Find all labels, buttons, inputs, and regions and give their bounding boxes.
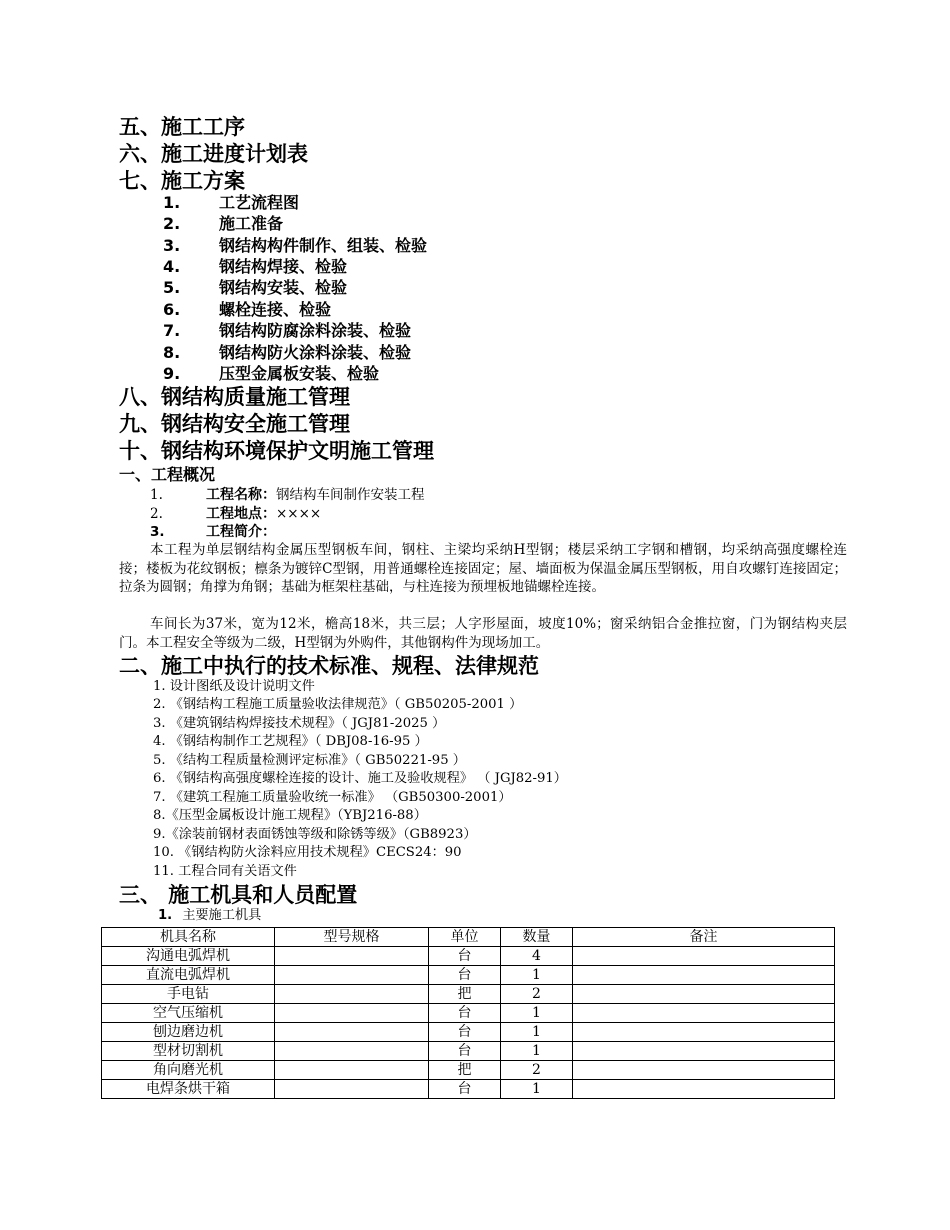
- equipment-heading: 三、 施工机具和人员配置: [119, 883, 358, 907]
- toc-subitem-number: 5.: [163, 278, 181, 297]
- column-header: 单位: [429, 928, 501, 947]
- table-cell: [573, 966, 835, 985]
- table-cell: 手电钻: [102, 985, 275, 1004]
- standards-item: 2. 《钢结构工程施工质量验收法律规范》（ GB50205-2001 ）: [153, 697, 523, 712]
- table-cell: 台: [429, 1023, 501, 1042]
- table-cell: 型材切割机: [102, 1042, 275, 1061]
- toc-section-6: 六、施工进度计划表: [119, 142, 308, 166]
- column-header: 数量: [501, 928, 573, 947]
- toc-subitem-number: 3.: [163, 236, 181, 255]
- table-cell: 把: [429, 985, 501, 1004]
- table-row: [102, 1004, 835, 1023]
- toc-section-8: 八、钢结构质量施工管理: [119, 385, 350, 409]
- table-cell: 角向磨光机: [102, 1061, 275, 1080]
- table-cell: [573, 1042, 835, 1061]
- toc-subitem: [163, 299, 331, 320]
- toc-subitem-number: 1.: [163, 193, 181, 212]
- table-cell: 把: [429, 1061, 501, 1080]
- table-cell: 台: [429, 1042, 501, 1061]
- table-cell: 1: [501, 1004, 573, 1023]
- table-cell: [573, 1023, 835, 1042]
- toc-subitem-number: 4.: [163, 257, 181, 276]
- table-row: [102, 1042, 835, 1061]
- table-cell: 空气压缩机: [102, 1004, 275, 1023]
- standards-item: 7. 《建筑工程施工质量验收统一标准》 （GB50300-2001）: [153, 790, 512, 805]
- table-header-row: [102, 928, 835, 947]
- standards-item: 9.《涂装前钢材表面锈蚀等级和除锈等级》（GB8923）: [153, 827, 477, 842]
- overview-item-label: 工程地点：: [206, 506, 276, 522]
- toc-subitem-label: 钢结构安装、检验: [219, 278, 348, 297]
- table-cell: 直流电弧焊机: [102, 966, 275, 985]
- column-header: 机具名称: [102, 928, 275, 947]
- overview-item: [150, 523, 276, 541]
- table-cell: [573, 1080, 835, 1099]
- standards-item: 4. 《钢结构制作工艺规程》（ DBJ08-16-95 ）: [153, 734, 428, 749]
- overview-item-number: 2.: [150, 506, 163, 522]
- table-cell: 电焊条烘干箱: [102, 1080, 275, 1099]
- toc-section-10: 十、钢结构环境保护文明施工管理: [119, 439, 434, 463]
- table-cell: [275, 1023, 429, 1042]
- table-cell: 1: [501, 1042, 573, 1061]
- column-header: 备注: [573, 928, 835, 947]
- standards-heading: 二、施工中执行的技术标准、规程、法律规范: [119, 654, 539, 678]
- toc-subitem-number: 2.: [163, 214, 181, 233]
- toc-subitem: [163, 277, 347, 298]
- toc-subitem-label: 工艺流程图: [219, 193, 300, 212]
- standards-item: 1. 设计图纸及设计说明文件: [153, 679, 315, 694]
- table-row: [102, 1080, 835, 1099]
- toc-section-7: 七、施工方案: [119, 169, 245, 193]
- equipment-subheading: [158, 907, 261, 926]
- overview-paragraph-2: 车间长为37米，宽为12米，檐高18米，共三层；人字形屋面，坡度10%；窗采纳铝合金推拉窗，门为钢结构夹层门。本工程安全等级为二级，H型钢为外购件，其他钢构件为现场加工。: [119, 616, 847, 651]
- toc-subitem: [163, 213, 283, 234]
- table-cell: 刨边磨边机: [102, 1023, 275, 1042]
- toc-subitem-number: 6.: [163, 300, 181, 319]
- toc-subitem: [163, 235, 427, 256]
- standards-item: 6. 《钢结构高强度螺栓连接的设计、施工及验收规程》 （ JGJ82-91）: [153, 771, 567, 786]
- table-cell: 台: [429, 947, 501, 966]
- table-cell: [275, 1004, 429, 1023]
- overview-item-value: ××××: [276, 506, 322, 522]
- column-header: 型号规格: [275, 928, 429, 947]
- standards-item: 8.《压型金属板设计施工规程》（YBJ216-88）: [153, 808, 427, 823]
- table-row: [102, 947, 835, 966]
- standards-item: 5. 《结构工程质量检测评定标准》（ GB50221-95 ）: [153, 753, 466, 768]
- table-cell: 1: [501, 966, 573, 985]
- table-row: [102, 985, 835, 1004]
- toc-subitem-number: 7.: [163, 321, 181, 340]
- table-cell: [275, 1080, 429, 1099]
- table-cell: 台: [429, 1080, 501, 1099]
- table-cell: 1: [501, 1080, 573, 1099]
- table-cell: 台: [429, 1004, 501, 1023]
- table-cell: [275, 1061, 429, 1080]
- equipment-table: [101, 927, 835, 1099]
- overview-item: [150, 486, 425, 504]
- toc-subitem-label: 施工准备: [219, 214, 284, 233]
- toc-subitem-number: 8.: [163, 343, 181, 362]
- toc-subitem: [163, 192, 299, 213]
- table-cell: 4: [501, 947, 573, 966]
- table-cell: 1: [501, 1023, 573, 1042]
- toc-subitem-label: 钢结构防火涂料涂装、检验: [219, 343, 412, 362]
- table-cell: [275, 947, 429, 966]
- overview-item-value: 钢结构车间制作安装工程: [276, 487, 425, 503]
- overview-item-number: 1.: [150, 487, 163, 503]
- overview-paragraph-1: 本工程为单层钢结构金属压型钢板车间，钢柱、主梁均采纳H型钢；楼层采纳工字钢和槽钢，均采纳高强度螺栓连接；楼板为花纹钢板；檩条为镀锌C型钢，用普通螺栓连接固定；屋、墙面板为保温金属压型钢板，用自攻螺钉连接固定；拉条为圆钢；角撑为角钢；基础为框架柱基础，与柱连接为预埋板地锚螺栓连接。: [119, 542, 847, 595]
- toc-subitem: [163, 363, 379, 384]
- overview-item-label: 工程简介：: [206, 524, 276, 540]
- toc-subitem-label: 螺栓连接、检验: [219, 300, 332, 319]
- table-cell: 台: [429, 966, 501, 985]
- table-row: [102, 1061, 835, 1080]
- toc-subitem-label: 钢结构构件制作、组装、检验: [219, 236, 428, 255]
- table-cell: [275, 985, 429, 1004]
- toc-subitem: [163, 342, 411, 363]
- table-cell: 2: [501, 1061, 573, 1080]
- table-cell: [573, 985, 835, 1004]
- table-cell: [573, 1061, 835, 1080]
- table-cell: 2: [501, 985, 573, 1004]
- standards-item: 3. 《建筑钢结构焊接技术规程》（ JGJ81-2025 ）: [153, 716, 446, 731]
- toc-subitem-number: 9.: [163, 364, 181, 383]
- table-cell: [275, 966, 429, 985]
- equipment-subheading-label: 主要施工机具: [182, 908, 262, 923]
- toc-section-9: 九、钢结构安全施工管理: [119, 412, 350, 436]
- toc-subitem-label: 钢结构焊接、检验: [219, 257, 348, 276]
- table-cell: [573, 1004, 835, 1023]
- toc-subitem-label: 钢结构防腐涂料涂装、检验: [219, 321, 412, 340]
- toc-subitem: [163, 256, 347, 277]
- toc-subitem: [163, 320, 411, 341]
- toc-subitem-label: 压型金属板安装、检验: [219, 364, 380, 383]
- table-row: [102, 1023, 835, 1042]
- table-cell: [275, 1042, 429, 1061]
- toc-section-5: 五、施工工序: [119, 115, 245, 139]
- standards-item: 10. 《钢结构防火涂料应用技术规程》CECS24：90: [153, 845, 462, 860]
- overview-heading: 一、工程概况: [119, 465, 216, 484]
- standards-item: 11. 工程合同有关语文件: [153, 864, 297, 879]
- table-row: [102, 966, 835, 985]
- overview-item-number: 3.: [150, 524, 165, 540]
- overview-item: [150, 505, 321, 523]
- overview-item-label: 工程名称：: [206, 487, 276, 503]
- table-cell: [573, 947, 835, 966]
- equipment-subheading-number: 1.: [158, 908, 173, 923]
- table-cell: 沟通电弧焊机: [102, 947, 275, 966]
